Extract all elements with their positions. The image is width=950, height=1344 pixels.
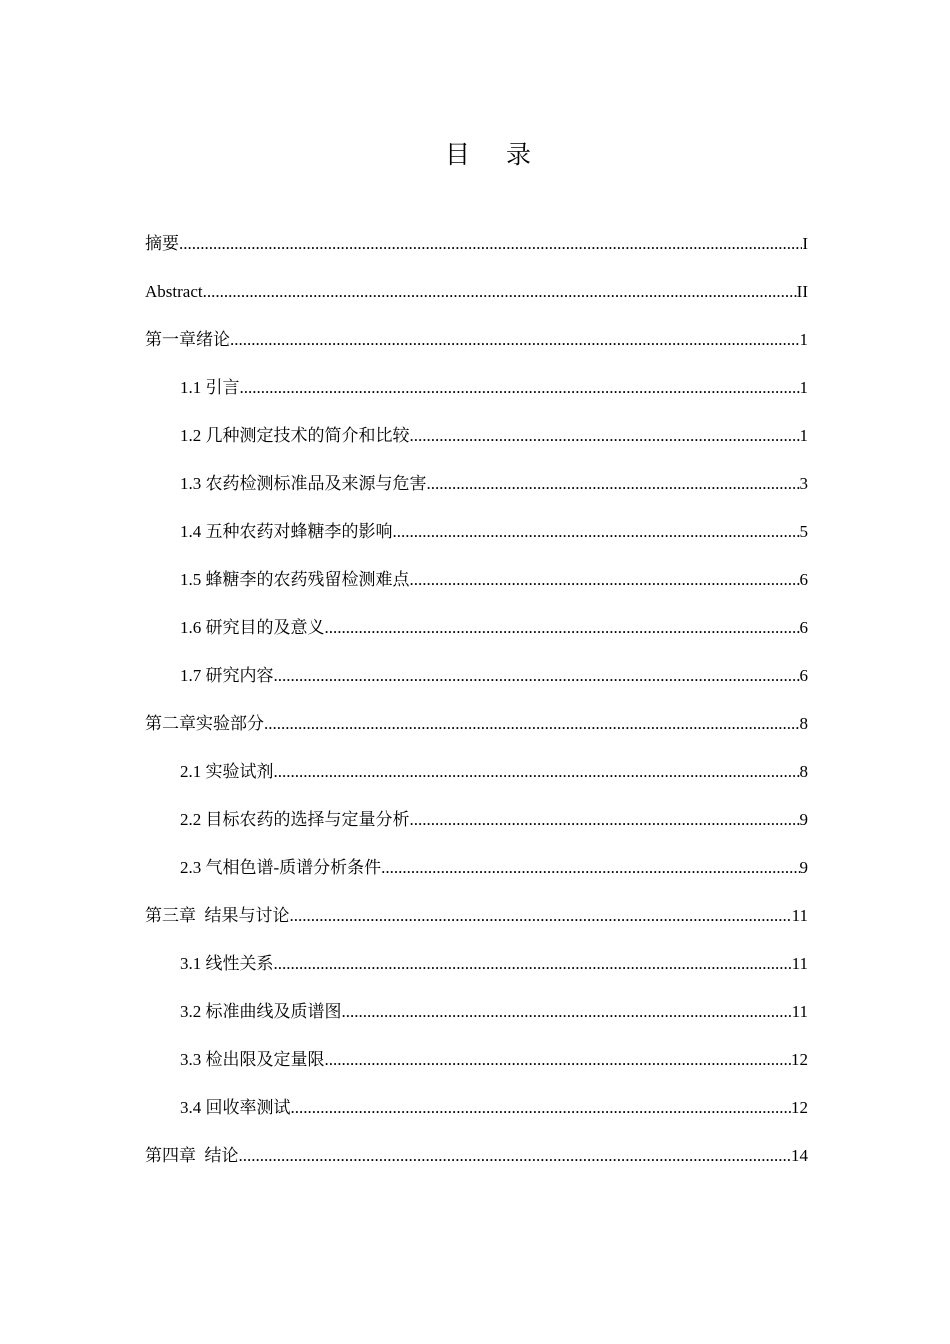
toc-entry-title: 1.1 引言	[180, 378, 240, 397]
dot-leader	[381, 853, 799, 883]
toc-entry-page: 8	[799, 762, 808, 781]
dot-leader	[274, 757, 800, 787]
toc-entry-title: 1.6 研究目的及意义	[180, 618, 325, 637]
dot-leader	[342, 997, 792, 1027]
toc-entry-title: 3.3 检出限及定量限	[180, 1050, 325, 1069]
toc-entry[interactable]	[145, 949, 808, 997]
toc-entry-page: 11	[791, 1002, 808, 1021]
toc-entry-title: 1.7 研究内容	[180, 666, 274, 685]
toc-entry-page: 1	[799, 330, 808, 349]
toc-entry-page: I	[802, 234, 808, 253]
toc-entry[interactable]	[145, 661, 808, 709]
toc-entry-title: 1.2 几种测定技术的简介和比较	[180, 426, 410, 445]
toc-entry-page: 3	[799, 474, 808, 493]
toc-entry-title: 2.3 气相色谱-质谱分析条件	[180, 858, 382, 877]
toc-entry[interactable]	[145, 277, 808, 325]
dot-leader	[393, 517, 800, 547]
toc-entry-title: 3.2 标准曲线及质谱图	[180, 1002, 342, 1021]
toc-entry-title: 2.1 实验试剂	[180, 762, 274, 781]
toc-entry-page: 8	[799, 714, 808, 733]
toc-entry-page: 9	[799, 858, 808, 877]
toc-entry-page: 14	[791, 1146, 808, 1165]
toc-entry[interactable]	[145, 373, 808, 421]
toc-entry-page: II	[796, 282, 808, 301]
toc-entry[interactable]	[145, 1141, 808, 1189]
toc-entry[interactable]	[145, 805, 808, 853]
toc-entry[interactable]	[145, 709, 808, 757]
toc-entry-title: 2.2 目标农药的选择与定量分析	[180, 810, 410, 829]
dot-leader	[264, 709, 800, 739]
dot-leader	[325, 613, 800, 643]
toc-entry-title: Abstract	[145, 282, 203, 301]
toc-entry[interactable]	[145, 325, 808, 373]
dot-leader	[274, 949, 792, 979]
toc-entry[interactable]	[145, 565, 808, 613]
toc-entry-page: 12	[791, 1050, 808, 1069]
dot-leader	[291, 1093, 792, 1123]
dot-leader	[240, 373, 800, 403]
toc-entry-title: 1.5 蜂糖李的农药残留检测难点	[180, 570, 410, 589]
dot-leader	[203, 277, 797, 307]
toc-entry-title: 摘要	[145, 234, 179, 253]
toc-entry[interactable]	[145, 901, 808, 949]
dot-leader	[410, 421, 800, 451]
dot-leader	[230, 325, 800, 355]
toc-entry-title: 第三章 结果与讨论	[145, 906, 290, 925]
toc-entry-page: 11	[791, 954, 808, 973]
page-title: 目 录	[445, 140, 545, 169]
dot-leader	[274, 661, 800, 691]
dot-leader	[179, 229, 802, 259]
toc-entry[interactable]	[145, 421, 808, 469]
table-of-contents	[145, 229, 808, 1189]
toc-entry-page: 12	[791, 1098, 808, 1117]
dot-leader	[410, 565, 800, 595]
dot-leader	[427, 469, 800, 499]
toc-entry-title: 3.4 回收率测试	[180, 1098, 291, 1117]
toc-entry-title: 3.1 线性关系	[180, 954, 274, 973]
toc-entry-title: 第二章实验部分	[145, 714, 264, 733]
toc-entry[interactable]	[145, 853, 808, 901]
toc-entry-page: 5	[799, 522, 808, 541]
toc-entry-page: 11	[791, 906, 808, 925]
toc-entry-page: 9	[799, 810, 808, 829]
dot-leader	[290, 901, 792, 931]
dot-leader	[410, 805, 800, 835]
toc-entry-title: 1.4 五种农药对蜂糖李的影响	[180, 522, 393, 541]
toc-entry-title: 第一章绪论	[145, 330, 230, 349]
toc-entry-page: 6	[799, 618, 808, 637]
toc-entry-page: 6	[799, 666, 808, 685]
toc-entry[interactable]	[145, 1093, 808, 1141]
toc-entry[interactable]	[145, 757, 808, 805]
toc-entry-page: 1	[799, 378, 808, 397]
toc-entry-page: 6	[799, 570, 808, 589]
toc-entry-page: 1	[799, 426, 808, 445]
toc-entry[interactable]	[145, 469, 808, 517]
toc-entry[interactable]	[145, 613, 808, 661]
toc-entry[interactable]	[145, 997, 808, 1045]
dot-leader	[239, 1141, 792, 1171]
toc-entry[interactable]	[145, 517, 808, 565]
toc-entry-title: 1.3 农药检测标准品及来源与危害	[180, 474, 427, 493]
toc-entry-title: 第四章 结论	[145, 1146, 239, 1165]
dot-leader	[325, 1045, 792, 1075]
toc-entry[interactable]	[145, 229, 808, 277]
toc-entry[interactable]	[145, 1045, 808, 1093]
